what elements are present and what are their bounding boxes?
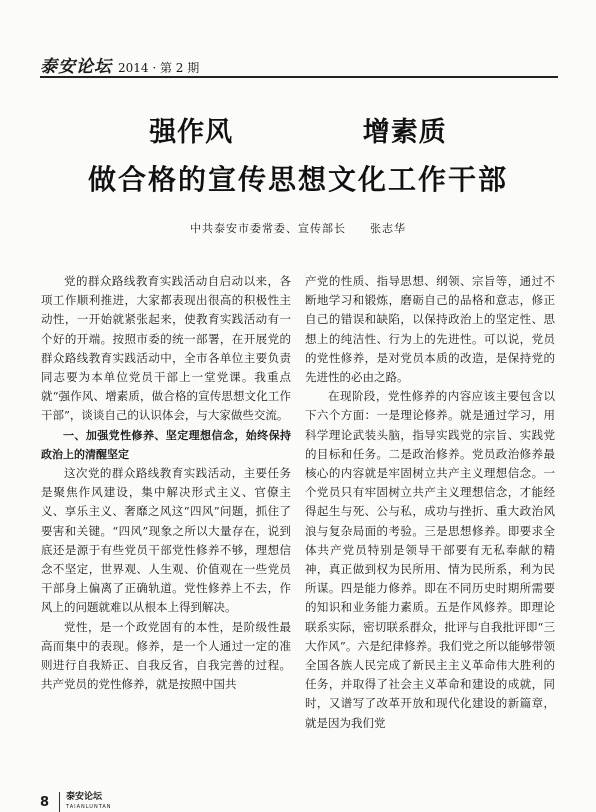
page-number: 8 <box>40 794 50 810</box>
paragraph: 产党的性质、指导思想、纲领、宗旨等，通过不断地学习和锻炼，磨砺自己的品格和意志，修正自己的错误和缺陷，以保持政治上的坚定性、思想上的纯洁性、行为上的先进性。可以说，党员的党性修养，是对党员本质的改造，是保持党的先进性的必由之路。 <box>305 274 555 385</box>
page-footer <box>40 792 112 812</box>
body-column-right <box>305 272 555 764</box>
footer-brand-cn: 泰安论坛 <box>66 792 103 802</box>
running-header <box>40 52 199 77</box>
byline <box>0 220 596 236</box>
author-name: 张志华 <box>370 222 406 235</box>
body-column-left <box>41 272 291 764</box>
article-title-line-1: 强作风 增素质 <box>149 117 447 148</box>
paragraph: 在现阶段，党性修养的内容应该主要包含以下六个方面：一是理论修养。就是通过学习，用科学理论武装头脑，指导实践党的宗旨、实践党的目标和任务。二是政治修养。党员政治修养最核心的内容就是牢固树立共产主义理想信念。一个党员只有牢固树立共产主义理想信念，才能经得起生与死、公与私，成功与挫折、重大政治风浪与复杂局面的考验。三是思想修养。即要求全体共产党员特别是领导干部要有无私奉献的精神，真正做到权为民所用、情为民所系，利为民所谋。四是能力修养。即在不同历史时期所需要的知识和业务能力素质。五是作风修养。即理论联系实际，密切联系群众，批评与自我批评即“三大作风”。六是纪律修养。我们党之所以能够带领全国各族人民完成了新民主主义革命伟大胜利的任务，并取得了社会主义革命和建设的成就，同时，又谱写了改革开放和现代化建设的新篇章，就是因为我们党 <box>305 389 555 730</box>
author-position: 中共泰安市委常委、宣传部长 <box>190 222 346 235</box>
issue-number: 2014 · 第 2 期 <box>118 61 200 75</box>
journal-brand: 泰安论坛 <box>40 57 112 77</box>
section-heading: 一、加强党性修养、坚定理想信念，始终保持政治上的清醒坚定 <box>41 428 291 461</box>
article-title-line-2: 做合格的宣传思想文化工作干部 <box>87 163 508 196</box>
footer-brand-en: TAIANLUNTAN <box>66 804 112 810</box>
paragraph: 党性，是一个政党固有的本性，是阶级性最高而集中的表现。修养，是一个人通过一定的准则进行自我矫正、自我反省，自我完善的过程。共产党员的党性修养，就是按照中国共 <box>41 619 291 692</box>
header-rule <box>40 76 558 78</box>
paragraph: 这次党的群众路线教育实践活动，主要任务是聚焦作风建设，集中解决形式主义、官僚主义、享乐主义、奢靡之风这“四风”问题，抓住了要害和关键。“四风”现象之所以大量存在，说到底还是源于有些党员干部党性修养不够，理想信念不坚定，世界观、人生观、价值观在一些党员干部身上偏离了正确轨道。党性修养上不去，作风上的问题就难以从根本上得到解决。 <box>41 466 291 615</box>
paragraph: 党的群众路线教育实践活动自启动以来，各项工作顺利推进，大家都表现出很高的积极性主动性，一开始就紧张起来，使教育实践活动有一个好的开端。按照市委的统一部署，在开展党的群众路线教育实践活动中，全市各单位主要负责同志要为本单位党员干部上一堂党课。我重点就“强作风、增素质，做合格的宣传思想文化工作干部”，谈谈自己的认识体会，与大家做些交流。 <box>41 274 291 423</box>
footer-brand <box>59 792 112 812</box>
